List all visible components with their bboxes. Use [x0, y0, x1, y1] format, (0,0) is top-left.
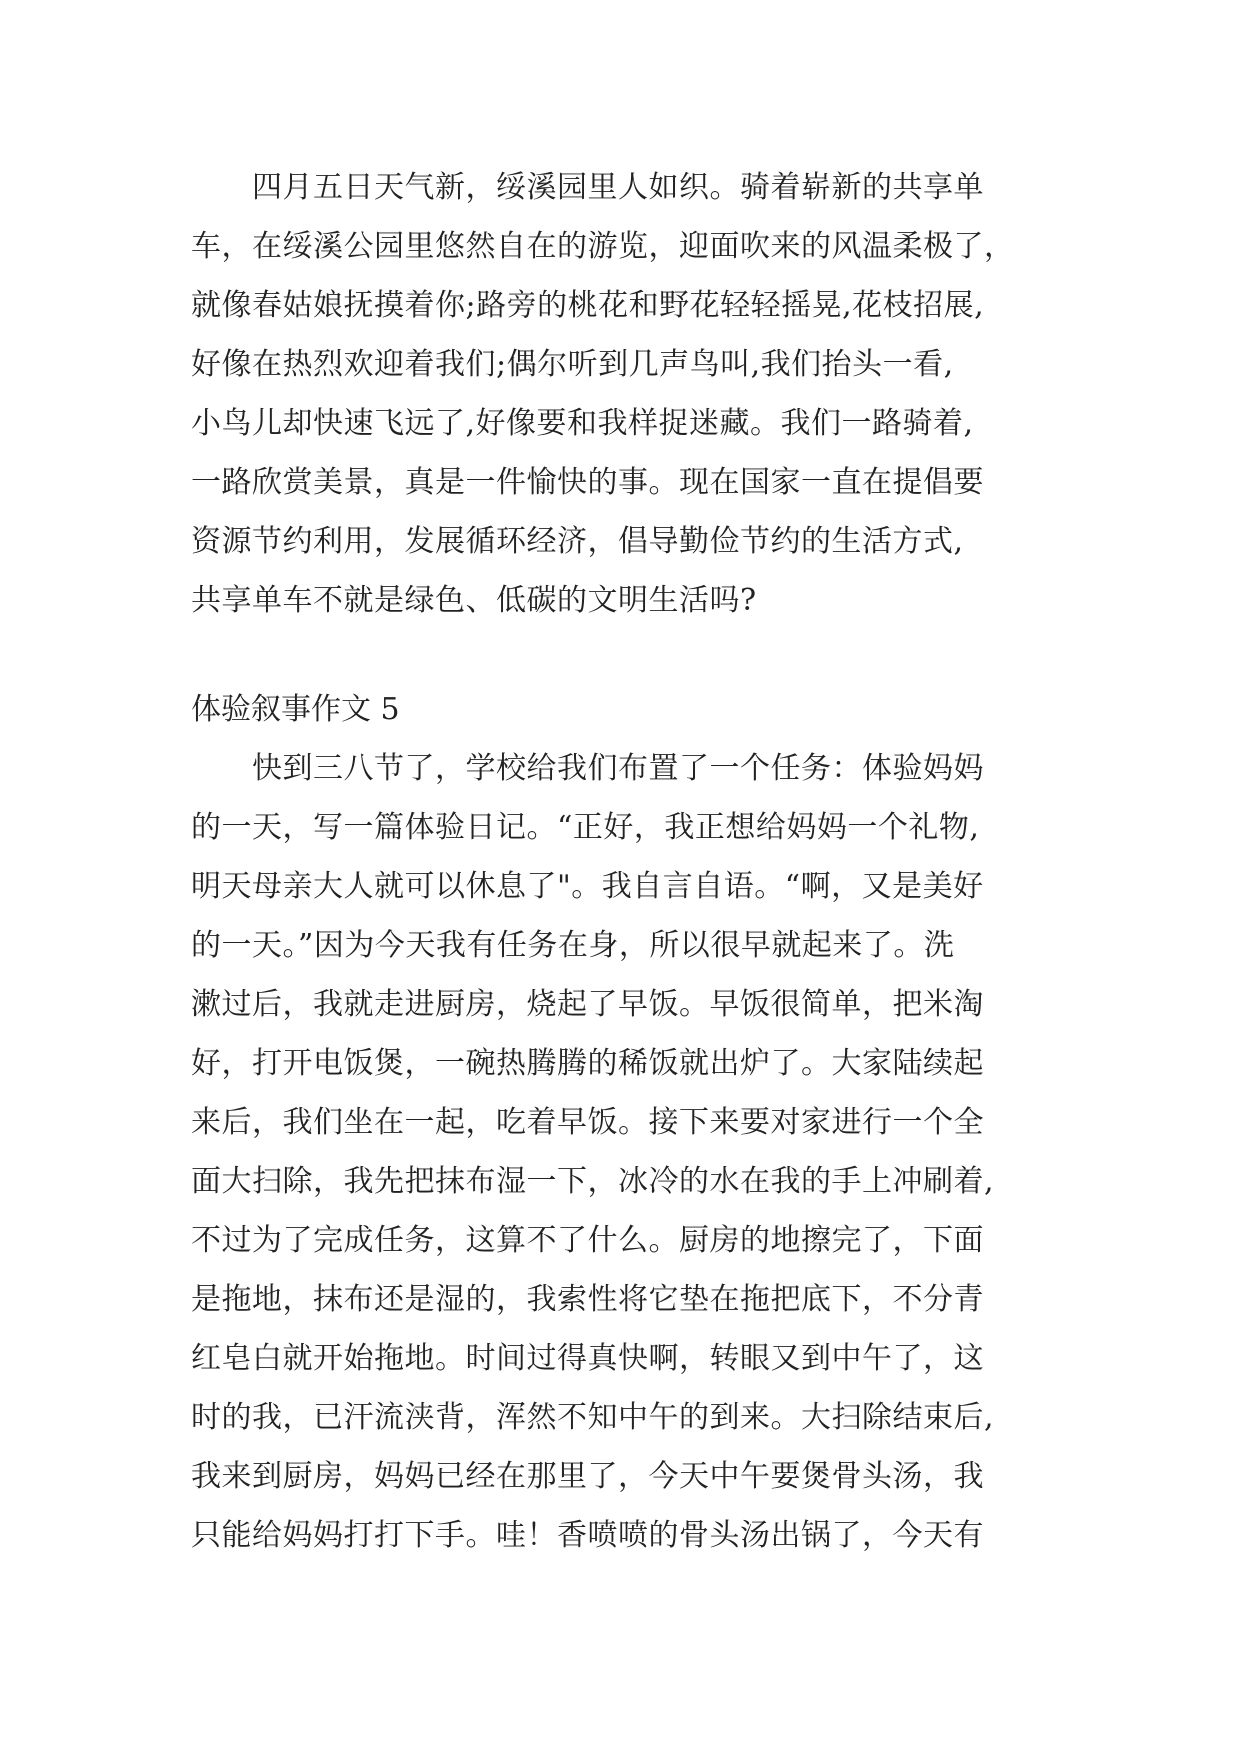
section-heading: 体验叙事作文 5	[191, 692, 400, 727]
paragraph-line: 好像在热烈欢迎着我们;偶尔听到几声鸟叫,我们抬头一看,	[191, 347, 954, 382]
paragraph-line: 一路欣赏美景，真是一件愉快的事。现在国家一直在提倡要	[191, 465, 984, 500]
paragraph-line: 漱过后，我就走进厨房，烧起了早饭。早饭很简单，把米淘	[191, 987, 984, 1022]
paragraph-line: 来后，我们坐在一起，吃着早饭。接下来要对家进行一个全	[191, 1105, 984, 1140]
paragraph-line: 就像春姑娘抚摸着你;路旁的桃花和野花轻轻摇晃,花枝招展,	[191, 288, 985, 323]
paragraph-line: 不过为了完成任务，这算不了什么。厨房的地擦完了，下面	[191, 1223, 984, 1258]
paragraph-line: 是拖地，抹布还是湿的，我索性将它垫在拖把底下，不分青	[191, 1282, 984, 1317]
paragraph-line: 快到三八节了，学校给我们布置了一个任务：体验妈妈	[191, 751, 984, 786]
paragraph-line: 四月五日天气新，绥溪园里人如织。骑着崭新的共享单	[191, 170, 984, 205]
paragraph-line: 面大扫除，我先把抹布湿一下，冰冷的水在我的手上冲刷着,	[191, 1164, 995, 1199]
paragraph-line: 好，打开电饭煲，一碗热腾腾的稀饭就出炉了。大家陆续起	[191, 1046, 984, 1081]
section-heading-block	[191, 680, 400, 739]
paragraph-line: 资源节约利用，发展循环经济，倡导勤俭节约的生活方式,	[191, 524, 964, 559]
paragraph-1	[191, 158, 1015, 630]
paragraph-line: 的一天。”因为今天我有任务在身，所以很早就起来了。洗	[191, 928, 955, 963]
paragraph-line: 的一天，写一篇体验日记。“正好，我正想给妈妈一个礼物,	[191, 810, 980, 845]
paragraph-line: 时的我，已汗流浃背，浑然不知中午的到来。大扫除结束后,	[191, 1400, 995, 1435]
paragraph-line: 只能给妈妈打打下手。哇！香喷喷的骨头汤出锅了，今天有	[191, 1518, 984, 1553]
paragraph-line: 小鸟儿却快速飞远了,好像要和我样捉迷藏。我们一路骑着,	[191, 406, 974, 441]
paragraph-line: 红皂白就开始拖地。时间过得真快啊，转眼又到中午了，这	[191, 1341, 984, 1376]
paragraph-line: 共享单车不就是绿色、低碳的文明生活吗?	[191, 583, 757, 618]
paragraph-line: 我来到厨房，妈妈已经在那里了，今天中午要煲骨头汤，我	[191, 1459, 984, 1494]
paragraph-line: 明天母亲大人就可以休息了"。我自言自语。“啊，又是美好	[191, 869, 984, 904]
paragraph-2	[191, 739, 994, 1565]
paragraph-line: 车，在绥溪公园里悠然自在的游览，迎面吹来的风温柔极了，	[191, 229, 1015, 264]
